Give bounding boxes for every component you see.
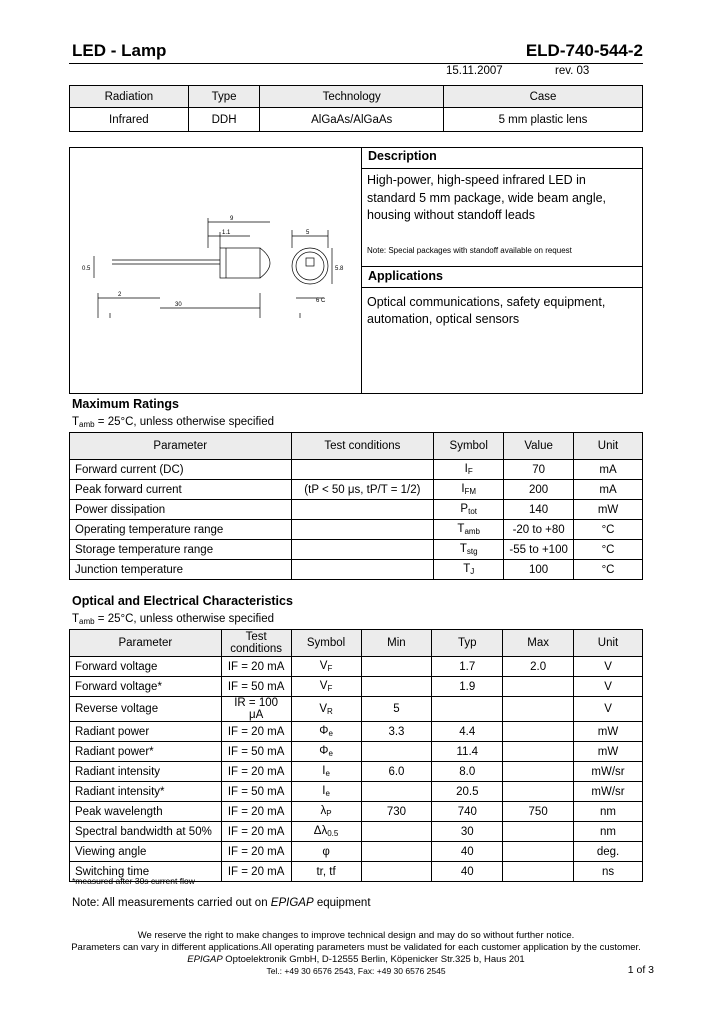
description-text <box>367 172 606 225</box>
symbol-cell <box>291 842 361 862</box>
dim-label-5: 5 <box>306 230 310 236</box>
value-cell: -20 to +80 <box>504 520 574 540</box>
condition-cell: IR = 100 μA <box>221 697 291 722</box>
summary-cell: AlGaAs/AlGaAs <box>260 108 444 132</box>
symbol-cell <box>291 802 361 822</box>
unit-cell: nm <box>574 802 643 822</box>
max-ratings-heading: Maximum Ratings <box>72 397 179 411</box>
typ-cell: 11.4 <box>432 742 503 762</box>
condition-cell: (tP < 50 μs, tP/T = 1/2) <box>291 480 434 500</box>
parameter-cell: Radiant power* <box>70 742 222 762</box>
condition-cell: IF = 20 mA <box>221 862 291 882</box>
summary-cell: Infrared <box>70 108 189 132</box>
max-ratings-header: Parameter <box>70 433 292 460</box>
table-row <box>70 540 643 560</box>
description-line: housing without standoff leads <box>367 208 535 222</box>
parameter-cell: Switching time <box>70 862 222 882</box>
max-cell <box>503 822 574 842</box>
table-row <box>70 722 643 742</box>
unit-cell: °C <box>574 560 643 580</box>
table-row <box>70 842 643 862</box>
condition-cell <box>291 500 434 520</box>
symbol-cell <box>291 762 361 782</box>
dim-label-5-8: 5.8 <box>335 266 344 272</box>
document-date: 15.11.2007 <box>446 65 503 77</box>
condition-cell: IF = 20 mA <box>221 762 291 782</box>
footer-disclaimer-2: Parameters can vary in different applications.All operating parameters must be validated for each customer application by the customer. <box>71 942 641 953</box>
symbol-base: T <box>457 523 465 535</box>
symbol-base: V <box>319 680 328 692</box>
min-cell: 3.3 <box>361 722 432 742</box>
table-row <box>70 560 643 580</box>
typ-cell: 740 <box>432 802 503 822</box>
max-cell <box>503 677 574 697</box>
symbol-base: V <box>319 702 328 715</box>
parameter-cell: Forward current (DC) <box>70 460 292 480</box>
table-row <box>70 480 643 500</box>
symbol-cell <box>434 520 504 540</box>
max-cell <box>503 722 574 742</box>
unit-cell: deg. <box>574 842 643 862</box>
symbol-subscript: R <box>327 706 333 716</box>
dim-label-9: 9 <box>230 216 234 222</box>
min-cell: 5 <box>361 697 432 722</box>
symbol-subscript: 0.5 <box>327 829 339 838</box>
optical-header: Typ <box>432 630 503 657</box>
max-cell: 750 <box>503 802 574 822</box>
condition-text: = 25°C, unless otherwise specified <box>94 416 275 428</box>
max-cell <box>503 862 574 882</box>
parameter-cell: Radiant intensity <box>70 762 222 782</box>
parameter-cell: Reverse voltage <box>70 697 222 722</box>
min-cell <box>361 742 432 762</box>
symbol-base: I <box>322 785 326 797</box>
symbol-subscript: J <box>470 567 475 576</box>
symbol-cell <box>291 742 361 762</box>
unit-cell: °C <box>574 540 643 560</box>
table-row <box>70 782 643 802</box>
summary-header: Radiation <box>70 86 189 108</box>
value-cell: 70 <box>504 460 574 480</box>
condition-cell <box>291 540 434 560</box>
symbol-cell <box>291 697 361 722</box>
min-cell: 730 <box>361 802 432 822</box>
symbol-subscript: F <box>467 467 473 476</box>
min-cell <box>361 657 432 677</box>
unit-cell: °C <box>574 520 643 540</box>
condition-cell: IF = 20 mA <box>221 802 291 822</box>
unit-cell: mW/sr <box>574 782 643 802</box>
max-cell <box>503 742 574 762</box>
max-ratings-header: Symbol <box>434 433 504 460</box>
table-row <box>70 742 643 762</box>
max-cell <box>503 842 574 862</box>
max-cell <box>503 762 574 782</box>
applications-line: Optical communications, safety equipment, <box>367 295 606 309</box>
typ-cell: 20.5 <box>432 782 503 802</box>
dim-label-0-5: 0.5 <box>82 266 91 272</box>
symbol-cell <box>291 677 361 697</box>
footer-brand: EPIGAP <box>187 954 223 965</box>
max-ratings-table <box>69 432 643 580</box>
typ-cell <box>432 697 503 722</box>
parameter-cell: Radiant intensity* <box>70 782 222 802</box>
symbol-cell <box>291 657 361 677</box>
max-cell: 2.0 <box>503 657 574 677</box>
symbol-base: λ <box>320 805 327 817</box>
condition-cell: IF = 20 mA <box>221 822 291 842</box>
symbol-cell <box>291 822 361 842</box>
condition-cell: IF = 50 mA <box>221 782 291 802</box>
typ-cell: 4.4 <box>432 722 503 742</box>
description-line: High-power, high-speed infrared LED in <box>367 173 586 187</box>
optical-condition <box>72 613 274 626</box>
condition-cell <box>291 520 434 540</box>
applications-heading: Applications <box>368 269 444 283</box>
parameter-cell: Spectral bandwidth at 50% <box>70 822 222 842</box>
dim-label-6c: 6 C <box>316 298 326 304</box>
unit-cell: nm <box>574 822 643 842</box>
optical-heading: Optical and Electrical Characteristics <box>72 594 293 608</box>
symbol-subscript: e <box>328 729 333 738</box>
parameter-cell: Junction temperature <box>70 560 292 580</box>
unit-cell: mW/sr <box>574 762 643 782</box>
condition-symbol: T <box>72 613 80 625</box>
unit-cell: V <box>574 677 643 697</box>
summary-cell: 5 mm plastic lens <box>444 108 643 132</box>
symbol-subscript: amb <box>464 527 480 536</box>
table-row <box>70 520 643 540</box>
typ-cell: 1.9 <box>432 677 503 697</box>
summary-table <box>69 85 643 132</box>
package-drawing <box>70 148 360 393</box>
condition-symbol: T <box>72 416 80 428</box>
product-type-title: LED - Lamp <box>72 41 167 60</box>
symbol-cell <box>434 480 504 500</box>
footer-disclaimer-1: We reserve the right to make changes to improve technical design and may do so without further notice. <box>137 930 575 941</box>
symbol-cell <box>434 560 504 580</box>
typ-cell: 8.0 <box>432 762 503 782</box>
table-row <box>70 500 643 520</box>
unit-cell: mW <box>574 742 643 762</box>
symbol-subscript: FM <box>464 487 477 496</box>
footer-address <box>69 954 643 965</box>
table-row <box>70 677 643 697</box>
optical-header: Test conditions <box>221 630 291 657</box>
footer-address-text: Optoelektronik GmbH, D-12555 Berlin, Köpenicker Str.325 b, Haus 201 <box>222 954 525 965</box>
table-row <box>70 460 643 480</box>
description-heading: Description <box>368 149 437 163</box>
parameter-cell: Peak forward current <box>70 480 292 500</box>
symbol-base: I <box>464 463 468 475</box>
symbol-base: tr, tf <box>316 865 336 878</box>
unit-cell: mW <box>574 500 643 520</box>
parameter-cell: Operating temperature range <box>70 520 292 540</box>
table-row <box>70 657 643 677</box>
min-cell <box>361 822 432 842</box>
typ-cell: 1.7 <box>432 657 503 677</box>
unit-cell: V <box>574 697 643 722</box>
unit-cell: ns <box>574 862 643 882</box>
symbol-subscript: F <box>327 684 333 693</box>
condition-cell: IF = 20 mA <box>221 722 291 742</box>
package-info-box <box>69 147 643 394</box>
unit-cell: mA <box>574 460 643 480</box>
condition-subscript: amb <box>79 420 95 429</box>
summary-header: Technology <box>260 86 444 108</box>
description-header-row <box>362 148 642 169</box>
optical-footnote: *measured after 30s current flow <box>72 876 195 886</box>
condition-cell: IF = 20 mA <box>221 657 291 677</box>
symbol-base: I <box>461 483 465 495</box>
note-prefix: Note: All measurements carried out on <box>72 897 271 909</box>
max-ratings-condition <box>72 416 274 429</box>
symbol-base: φ <box>322 845 330 858</box>
parameter-cell: Power dissipation <box>70 500 292 520</box>
typ-cell: 30 <box>432 822 503 842</box>
summary-cell: DDH <box>188 108 260 132</box>
symbol-cell <box>434 460 504 480</box>
optical-header: Symbol <box>291 630 361 657</box>
header-rule <box>69 63 643 64</box>
summary-header: Case <box>444 86 643 108</box>
value-cell: 100 <box>504 560 574 580</box>
dim-label-30: 30 <box>175 302 182 308</box>
symbol-subscript: e <box>325 789 330 798</box>
symbol-subscript: stg <box>466 547 478 556</box>
symbol-cell <box>291 862 361 882</box>
typ-cell: 40 <box>432 862 503 882</box>
symbol-subscript: P <box>326 809 332 818</box>
max-ratings-header: Value <box>504 433 574 460</box>
measurement-note <box>72 897 371 909</box>
symbol-cell <box>291 782 361 802</box>
condition-subscript: amb <box>79 617 95 626</box>
symbol-base: T <box>459 543 467 555</box>
parameter-cell: Radiant power <box>70 722 222 742</box>
min-cell <box>361 677 432 697</box>
value-cell: 140 <box>504 500 574 520</box>
value-cell: 200 <box>504 480 574 500</box>
table-row <box>70 762 643 782</box>
condition-cell <box>291 460 434 480</box>
symbol-base: P <box>460 503 469 515</box>
unit-cell: mW <box>574 722 643 742</box>
table-row <box>70 697 643 722</box>
page-number: 1 of 3 <box>627 964 654 976</box>
condition-text: = 25°C, unless otherwise specified <box>94 613 275 625</box>
symbol-subscript: e <box>328 749 333 758</box>
min-cell <box>361 782 432 802</box>
symbol-cell <box>434 540 504 560</box>
description-note: Note: Special packages with standoff available on request <box>367 246 572 255</box>
symbol-base: Φ <box>319 745 329 757</box>
table-row <box>70 822 643 842</box>
symbol-subscript: F <box>327 664 333 673</box>
condition-cell: IF = 50 mA <box>221 677 291 697</box>
table-row <box>70 802 643 822</box>
symbol-base: T <box>463 563 471 575</box>
dim-label-1-1: 1.1 <box>222 230 231 236</box>
parameter-cell: Storage temperature range <box>70 540 292 560</box>
optical-header: Unit <box>574 630 643 657</box>
symbol-cell <box>291 722 361 742</box>
max-ratings-header: Unit <box>574 433 643 460</box>
max-cell <box>503 782 574 802</box>
summary-header: Type <box>188 86 260 108</box>
condition-cell <box>291 560 434 580</box>
optical-table <box>69 629 643 882</box>
value-cell: -55 to +100 <box>504 540 574 560</box>
applications-line: automation, optical sensors <box>367 312 520 326</box>
max-ratings-header: Test conditions <box>291 433 434 460</box>
condition-cell: IF = 50 mA <box>221 742 291 762</box>
min-cell: 6.0 <box>361 762 432 782</box>
note-suffix: equipment <box>313 897 371 909</box>
symbol-subscript: tot <box>468 507 477 516</box>
symbol-cell <box>434 500 504 520</box>
min-cell <box>361 862 432 882</box>
dim-label-2: 2 <box>118 292 122 298</box>
symbol-base: V <box>319 660 328 672</box>
parameter-cell: Viewing angle <box>70 842 222 862</box>
symbol-base: Φ <box>319 725 329 737</box>
typ-cell: 40 <box>432 842 503 862</box>
description-line: standard 5 mm package, wide beam angle, <box>367 190 607 205</box>
document-revision: rev. 03 <box>555 65 590 77</box>
unit-cell: mA <box>574 480 643 500</box>
parameter-cell: Forward voltage <box>70 657 222 677</box>
applications-text <box>367 294 605 328</box>
footer-contact: Tel.: +49 30 6576 2543, Fax: +49 30 6576 2545 <box>266 966 446 976</box>
note-brand: EPIGAP <box>270 897 314 909</box>
parameter-cell: Peak wavelength <box>70 802 222 822</box>
parameter-cell: Forward voltage* <box>70 677 222 697</box>
optical-header: Max <box>503 630 574 657</box>
optical-header: Parameter <box>70 630 222 657</box>
part-number-title: ELD-740-544-2 <box>525 41 643 60</box>
applications-header-row <box>362 266 642 288</box>
symbol-base: Δλ <box>313 825 328 837</box>
min-cell <box>361 842 432 862</box>
max-cell <box>503 697 574 722</box>
optical-header: Min <box>361 630 432 657</box>
symbol-base: I <box>322 765 326 777</box>
symbol-subscript: e <box>325 769 330 778</box>
unit-cell: V <box>574 657 643 677</box>
condition-cell: IF = 20 mA <box>221 842 291 862</box>
